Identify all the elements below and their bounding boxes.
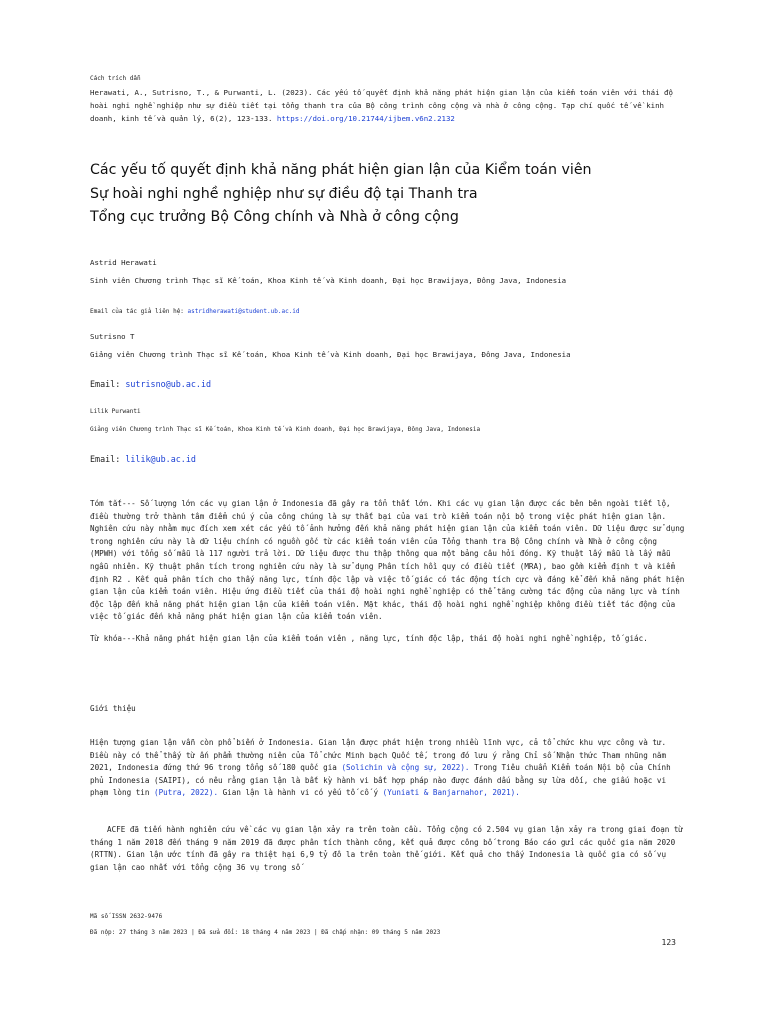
author-affiliation: Giảng viên Chương trình Thạc sĩ Kế toán, Khoa Kinh tế và Kinh doanh, Đại học Brawijaya, Đông Java, Indonesia [90,426,481,433]
author-name: Astrid Herawati [90,258,157,267]
author-name: Sutrisno T [90,332,135,341]
email-label: Email: [90,454,121,464]
abstract: Tóm tắt--- Số lượng lớn các vụ gian lận ở Indonesia đã gây ra tổn thất lớn. Khi các vụ gian lận được các bên bên ngoài tiết lộ, điều thường trở thành tâm điểm chú ý của công chúng là sự thất bại của vai trò kiểm toán nội bộ trong việc phát hiện gian lận. Nghiên cứu này nhằm mục đích xem xét các yếu tố ảnh hưởng đến khả năng phát hiện gian lận của kiểm toán viên. Dữ liệu được sử dụng trong nghiên cứu này là dữ liệu chính có nguồn gốc từ các kiểm toán viên của Tổng thanh tra Bộ Công chính và Nhà ở công cộng (MPWH) với tổng số mẫu là 117 người trả lời. Dữ liệu được thu thập thông qua một bảng câu hỏi đóng. Kỹ thuật lấy mẫu là lấy mẫu ngẫu nhiên. Kỹ thuật phân tích trong nghiên cứu này là sử dụng Phân tích hồi quy có điều tiết (MRA), bao gồm kiểm định t và kiểm định R2 . Kết quả phân tích cho thấy năng lực, tính độc lập và việc tố giác có tác động tích cực và đáng kể đến khả năng phát hiện gian lận của kiểm toán viên. Hiệu ứng điều tiết của thái độ hoài nghi nghề nghiệp có thể tăng cường tác động của năng lực và tính độc lập đến khả năng phát hiện gian lận của kiểm toán viên. Mặt khác, thái độ hoài nghi nghề nghiệp không điều tiết tác động của việc tố giác đến khả năng phát hiện gian lận của kiểm toán viên. [90,499,685,622]
email-label: Email của tác giả liên hệ: [90,308,184,315]
author-affiliation: Giảng viên Chương trình Thạc sĩ Kế toán, Khoa Kinh tế và Kinh doanh, Đại học Brawijaya, Đông Java, Indonesia [90,350,571,359]
author-email-link[interactable]: astridherawati@student.ub.ac.id [187,308,300,315]
intro-text: Gian lận là hành vi có yếu tố cố ý [222,788,379,798]
citation-block [90,86,686,125]
intro-paragraph [90,737,686,800]
intro-text: Hiện tượng gian lận vẫn còn phổ biến ở Indonesia. Gian lận được phát hiện trong nhiều lĩnh vực, cả tổ chức khu vực công và tư. Điều này có thể thấy từ ấn phẩm thường niên của Tổ chức Minh bạch Quốc tế, trong đó lưu ý rằng Chỉ số Nhận thức Tham nhũng năm 2021, Indonesia đứng thứ 96 trong tổng số 180 quốc gia [90,738,667,773]
section-heading: Giới thiệu [90,704,136,713]
citation-link[interactable]: (Solichin và cộng sự, 2022). [341,763,470,773]
page-number: 123 [661,938,676,947]
citation-link[interactable]: (Yuniati & Banjarnahor, 2021). [382,788,520,798]
intro-text: Trong Tiêu chuẩn Kiểm toán Nội bộ của Chính phủ Indonesia (SAIPI), có nêu rằng gian lận là bất kỳ hành vi bất hợp pháp nào được đánh dấu bằng sự lừa dối, che giấu hoặc vi phạm lòng tin [90,763,671,798]
author-email-link[interactable]: lilik@ub.ac.id [125,454,196,464]
paper-title [90,159,686,230]
citation-heading: Cách trích dẫn [90,75,141,82]
author-email-line [90,453,686,465]
footer-issn: Mã số ISSN 2632-9476 [90,913,163,920]
title-line-3: Tổng cục trưởng Bộ Công chính và Nhà ở công cộng [90,209,459,225]
citation-text: Herawati, A., Sutrisno, T., & Purwanti, L. (2023). Các yếu tố quyết định khả năng phát hiện gian lận của kiểm toán viên với thái độ hoài nghi nghề nghiệp như sự điều tiết tại tổng thanh tra của Bộ công trình công cộng và nhà ở công cộng. Tạp chí quốc tế về kinh doanh, kinh tế và quản lý, 6(2), 123-133. [90,88,673,123]
title-line-2: Sự hoài nghi nghề nghiệp như sự điều độ tại Thanh tra [90,185,478,202]
citation-link[interactable]: (Putra, 2022). [154,788,219,798]
author-affiliation: Sinh viên Chương trình Thạc sĩ Kế toán, Khoa Kinh tế và Kinh doanh, Đại học Brawijaya, Đông Java, Indonesia [90,276,567,285]
intro-paragraph-2: ACFE đã tiến hành nghiên cứu về các vụ gian lận xảy ra trên toàn cầu. Tổng cộng có 2.504 vụ gian lận xảy ra trong giai đoạn từ tháng 1 năm 2018 đến tháng 9 năm 2019 đã được phân tích thành công, kết quả được công bố trong Báo cáo gửi các quốc gia năm 2020 (RTTN). Gian lận ước tính đã gây ra thiệt hại 6,9 tỷ đô la trên toàn thế giới. Kết quả cho thấy Indonesia là quốc gia có số vụ gian lận cao nhất với tổng cộng 36 vụ trong số [90,825,684,872]
author-email-link[interactable]: sutrisno@ub.ac.id [125,379,212,389]
author-name: Lilik Purwanti [90,408,141,415]
citation-doi-link[interactable]: https://doi.org/10.21744/ijbem.v6n2.2132 [276,114,455,123]
author-email-line [90,307,686,316]
author-email-line [90,378,686,390]
footer-dates: Đã nộp: 27 tháng 3 năm 2023 | Đã sửa đổi: 18 tháng 4 năm 2023 | Đã chấp nhận: 09 tháng 5 năm 2023 [90,929,441,936]
email-label: Email: [90,379,121,389]
keywords: Từ khóa---Khả năng phát hiện gian lận của kiểm toán viên , năng lực, tính độc lập, thái độ hoài nghi nghề nghiệp, tố giác. [90,634,648,643]
title-line-1: Các yếu tố quyết định khả năng phát hiện gian lận của Kiểm toán viên [90,162,592,178]
